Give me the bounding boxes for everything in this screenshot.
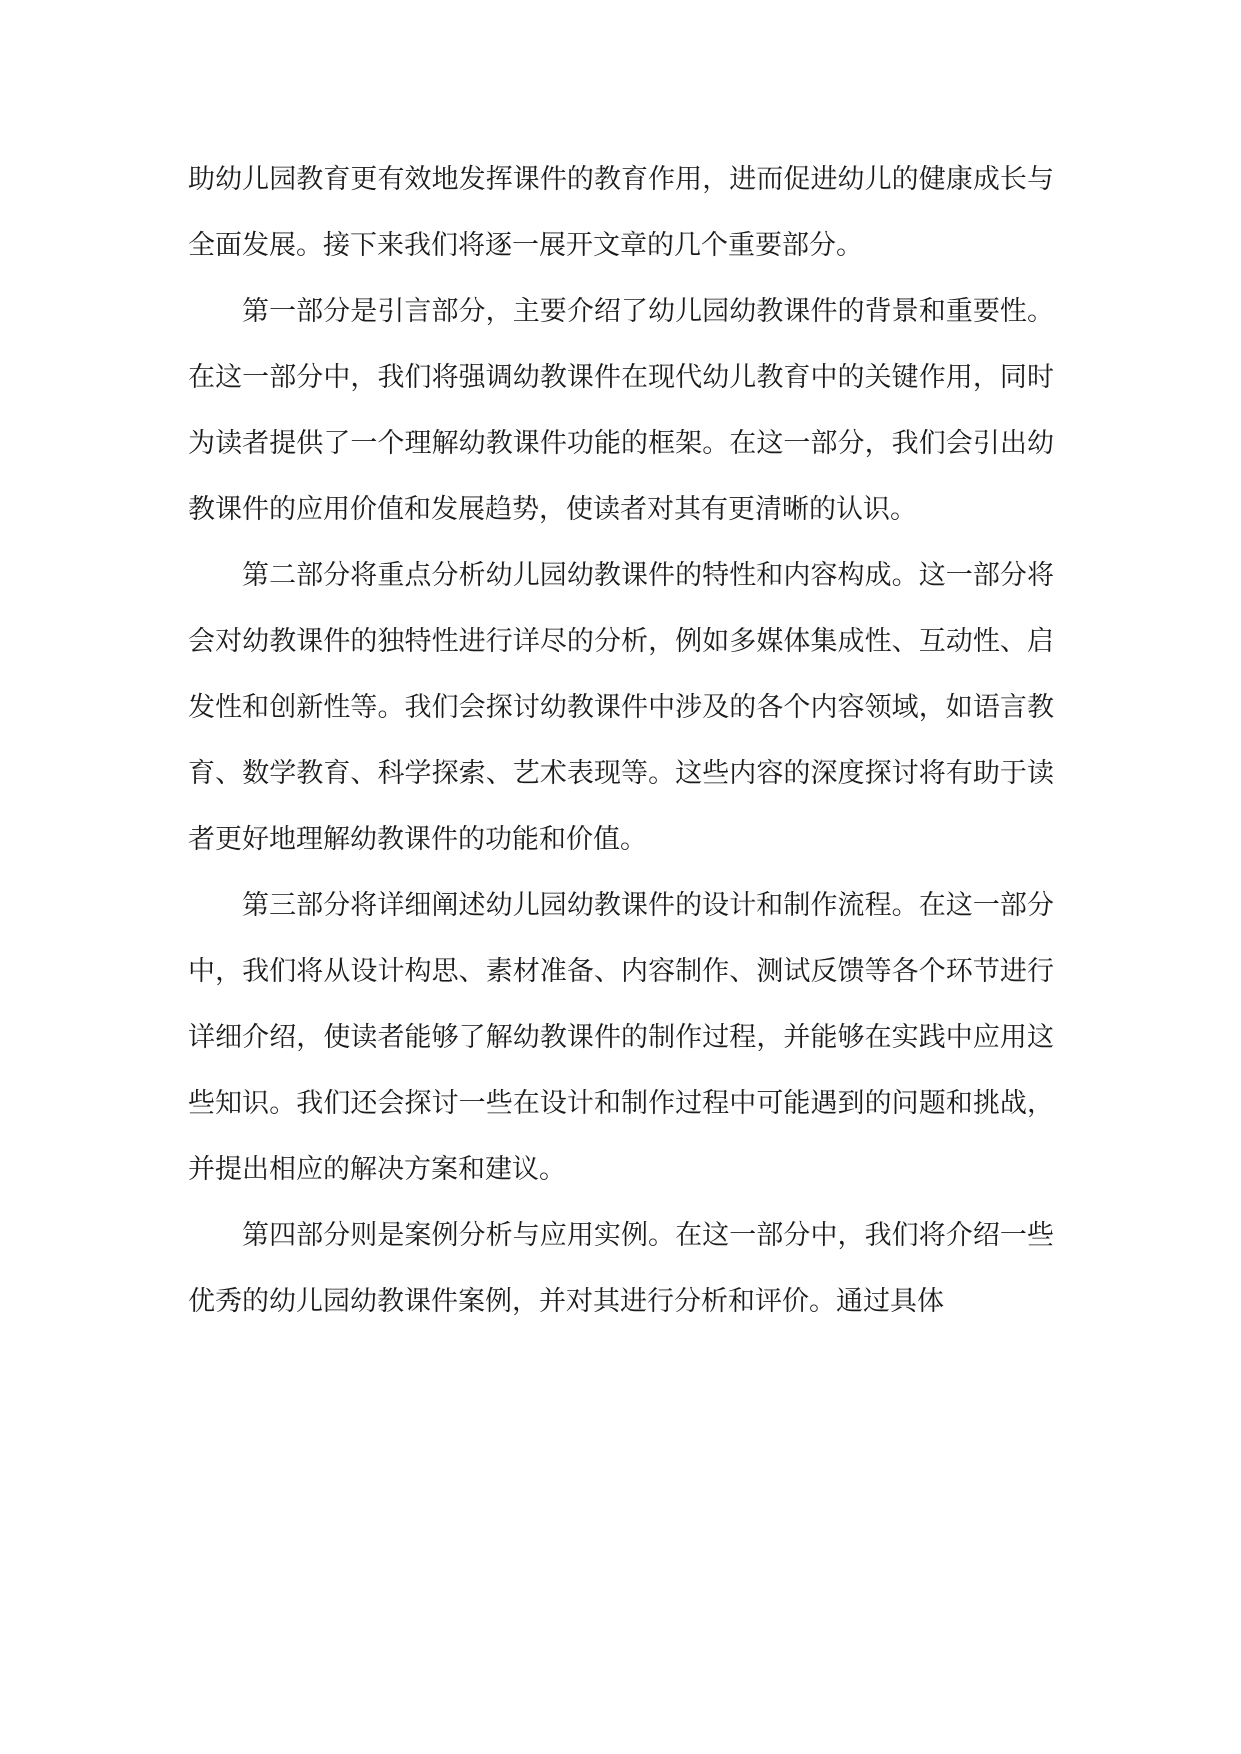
paragraph-part-four: 第四部分则是案例分析与应用实例。在这一部分中，我们将介绍一些优秀的幼儿园幼教课件案例，并对其进行分析和评价。通过具体 <box>188 1220 1054 1317</box>
paragraph-part-two: 第二部分将重点分析幼儿园幼教课件的特性和内容构成。这一部分将会对幼教课件的独特性进行详尽的分析，例如多媒体集成性、互动性、启发性和创新性等。我们会探讨幼教课件中涉及的各个内容领域，如语言教育、数学教育、科学探索、艺术表现等。这些内容的深度探讨将有助于读者更好地理解幼教课件的功能和价值。 <box>188 560 1054 855</box>
paragraph-part-one: 第一部分是引言部分，主要介绍了幼儿园幼教课件的背景和重要性。在这一部分中，我们将强调幼教课件在现代幼儿教育中的关键作用，同时为读者提供了一个理解幼教课件功能的框架。在这一部分，我们会引出幼教课件的应用价值和发展趋势，使读者对其有更清晰的认识。 <box>188 296 1054 525</box>
paragraph-part-three: 第三部分将详细阐述幼儿园幼教课件的设计和制作流程。在这一部分中，我们将从设计构思、素材准备、内容制作、测试反馈等各个环节进行详细介绍，使读者能够了解幼教课件的制作过程，并能够在实践中应用这些知识。我们还会探讨一些在设计和制作过程中可能遇到的问题和挑战，并提出相应的解决方案和建议。 <box>188 890 1054 1185</box>
paragraph-continuation: 助幼儿园教育更有效地发挥课件的教育作用，进而促进幼儿的健康成长与全面发展。接下来我们将逐一展开文章的几个重要部分。 <box>188 164 1054 261</box>
body-text <box>188 147 1054 1335</box>
